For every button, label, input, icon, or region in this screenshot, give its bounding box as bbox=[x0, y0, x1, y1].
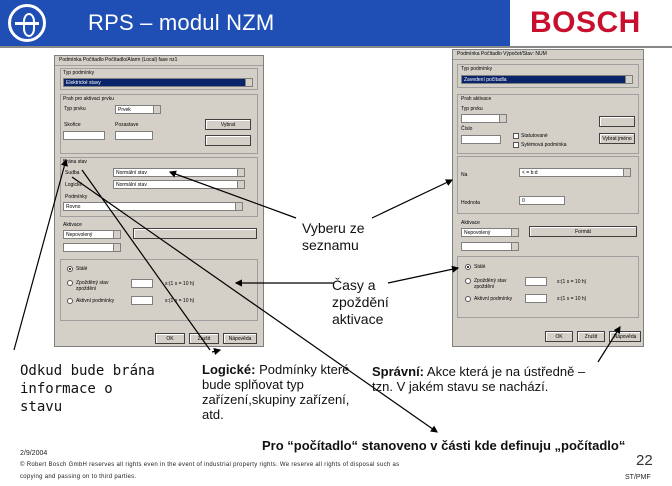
callout-vyberu: Vyberu ze seznamu bbox=[302, 220, 365, 253]
counter-activation-value: Nepovolený bbox=[464, 230, 491, 236]
check-system-label: Sytémová podmínka bbox=[521, 142, 567, 148]
callout-spravni-bold: Správní: bbox=[372, 364, 425, 379]
counter-radio-delayed-label: Zpožděný stav zpoždění bbox=[474, 278, 507, 290]
callout-casy: Časy a zpoždění aktivace bbox=[332, 277, 389, 327]
counter-element-type-label: Typ prvku bbox=[461, 106, 483, 112]
right-dialog-tabs[interactable]: Podmínka Počítadlo Výpočet/Stav: NUM bbox=[453, 50, 643, 60]
delay-unit-2: s:(1 s = 10 h) bbox=[165, 298, 195, 304]
counter-cancel-button[interactable]: Zrušit bbox=[577, 331, 605, 342]
counter-type-label: Typ podmínky bbox=[461, 66, 493, 72]
counter-value-field[interactable]: 0 bbox=[519, 196, 565, 205]
counter-activation-label: Prah aktivace bbox=[461, 96, 492, 102]
callout-pocitadlo: Pro “počítadlo“ stanoveno v části kde definuju „počítadlo“ bbox=[262, 438, 626, 453]
arrow-vyberu-left bbox=[170, 172, 296, 218]
counter-radio-active-label: Aktivní podmínky bbox=[474, 296, 513, 302]
pick-button[interactable]: Vybrat bbox=[205, 119, 251, 130]
check-statutory-label: Statutované bbox=[521, 133, 548, 139]
footer-date: 2/9/2004 bbox=[20, 450, 48, 457]
counter-pick-name-button[interactable]: Vybrat jméno bbox=[599, 133, 635, 144]
element-type-value: Prvek bbox=[118, 107, 131, 113]
left-dialog-tabs[interactable]: Podmínka Počítadlo Počítadlo/Alarm (Local) fase nz1 bbox=[55, 56, 263, 66]
arrow-logicke bbox=[212, 350, 220, 352]
condition-type-value: Elektrické stavy bbox=[66, 80, 101, 86]
radio-static-label: Stálé bbox=[76, 266, 88, 272]
footer-copyright-1: © Robert Bosch GmbH reserves all rights even in the event of industrial property rights. We reserve all rights of disposal such as bbox=[20, 462, 400, 468]
counter-radio-static-label: Stálé bbox=[474, 264, 486, 270]
radio-delayed-label: Zpožděný stav zpoždění bbox=[76, 280, 109, 292]
help-button[interactable]: Nápověda bbox=[223, 333, 257, 344]
cancel-button[interactable]: Zrušit bbox=[189, 333, 219, 344]
counter-delay-unit-2: s:(1 s = 10 h) bbox=[557, 296, 587, 302]
callout-odkud: Odkud bude brána informace o stavu bbox=[20, 363, 155, 415]
callout-spravni-text: Akce která je na ústředně – tzn. V jakém stavu se nachází. bbox=[372, 364, 586, 394]
counter-number-label: Číslo bbox=[461, 126, 473, 132]
ok-button[interactable]: OK bbox=[155, 333, 185, 344]
counter-delay-unit-1: s:(1 s = 10 h) bbox=[557, 279, 587, 285]
gate-status-label: Brána stav bbox=[63, 159, 87, 165]
activation-label: Aktivace bbox=[63, 222, 82, 228]
logic-label-2: Logické bbox=[65, 182, 83, 188]
arrow-spravni bbox=[598, 327, 620, 362]
logic-label-1: Sudba bbox=[65, 170, 80, 176]
radio-active-label: Aktivní podmínky bbox=[76, 298, 115, 304]
brand-logo: BOSCH bbox=[530, 6, 641, 39]
arrow-vyberu-right bbox=[372, 180, 452, 218]
callout-logicke bbox=[202, 362, 370, 422]
counter-activation-mode-label: Aktivace bbox=[461, 220, 480, 226]
slide-title: RPS – modul NZM bbox=[88, 10, 275, 35]
row-label-2: Pozastave bbox=[115, 122, 139, 128]
page-number: 22 bbox=[636, 452, 653, 469]
element-type-label: Typ prvku bbox=[64, 106, 86, 112]
counter-operator-value: < = b:d bbox=[522, 170, 538, 176]
counter-format-button[interactable]: Formát bbox=[529, 226, 637, 237]
condition-type-label: Typ podmínky bbox=[63, 70, 95, 76]
logic-value-2: Normální stav bbox=[116, 182, 147, 188]
condition-value: Rovno bbox=[66, 204, 81, 210]
counter-type-value: Zavedení počítadla bbox=[464, 77, 507, 83]
callout-logicke-text: Podmínky které bude splňovat typ zařízení,skupiny zařízení, atd. bbox=[202, 362, 350, 422]
footer-copyright-2: copying and passing on to third parties. bbox=[20, 474, 137, 480]
counter-value-label-1: Na bbox=[461, 172, 468, 178]
counter-help-button[interactable]: Nápověda bbox=[609, 331, 641, 342]
counter-ok-button[interactable]: OK bbox=[545, 331, 573, 342]
arrow-odkud bbox=[14, 160, 66, 350]
row-label-1: Skořice bbox=[64, 122, 81, 128]
counter-value-label-2: Hodnota bbox=[461, 200, 480, 206]
activation-value: Nepovolený bbox=[66, 232, 93, 238]
footer-department: ST/PMF bbox=[625, 474, 651, 481]
activation-threshold-label: Prah pro aktivaci prvku bbox=[63, 96, 114, 102]
condition-label: Podmínky bbox=[65, 194, 88, 200]
delay-unit-1: s:(1 s = 10 h) bbox=[165, 281, 195, 287]
callout-logicke-bold: Logické: bbox=[202, 362, 256, 377]
logic-value-1: Normální stav bbox=[116, 170, 147, 176]
callout-spravni bbox=[372, 364, 606, 394]
